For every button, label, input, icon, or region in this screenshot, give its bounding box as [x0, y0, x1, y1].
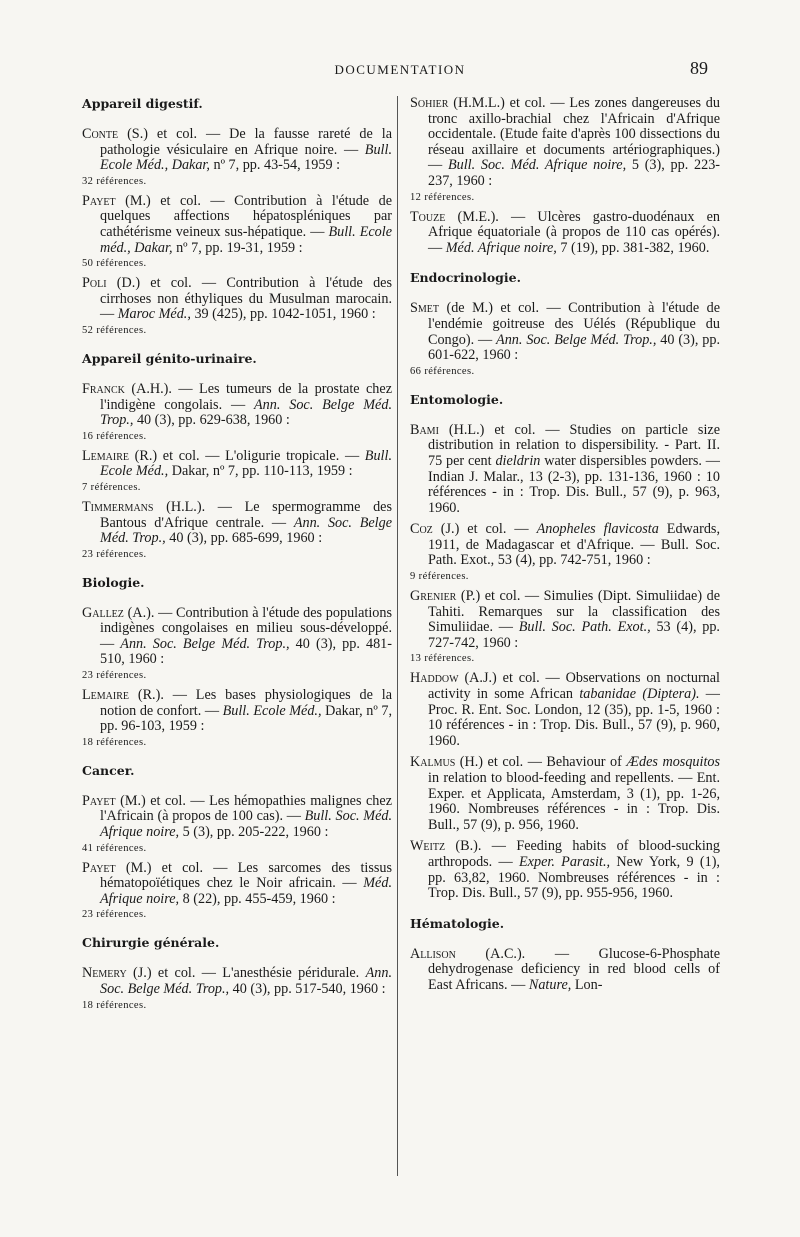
entry-details: 40 (3), pp. 517-540, 1960 :	[229, 981, 386, 997]
entry-details: Dakar, nº 7, pp. 96-103, 1959 :	[100, 702, 392, 735]
bibliography-section	[82, 96, 392, 337]
bibliography-section	[82, 351, 392, 561]
entry-details: 7 (19), pp. 381-382, 1960.	[556, 239, 710, 256]
entry-citation	[410, 755, 720, 833]
entry-author: Lemaire	[82, 687, 129, 704]
entry-details: 8 (22), pp. 455-459, 1960 :	[179, 890, 336, 907]
entry-journal: Méd. Afrique noire,	[100, 875, 392, 907]
entry-references: 23 références.	[82, 548, 147, 560]
entry-text: (M.) et col. — Les hémopathies malignes chez l'Africain (à propos de 100 cas). —	[100, 792, 392, 825]
entry-references: 66 références.	[410, 365, 475, 377]
entry-citation	[410, 423, 720, 517]
entry-details: 53 (4), pp. 727-742, 1960 :	[428, 619, 720, 651]
bibliography-section	[410, 96, 720, 256]
entry-journal: Bull. Ecole Méd.,	[100, 447, 392, 480]
entry-author: Smet	[410, 300, 439, 317]
entry-citation	[82, 127, 392, 174]
entry-details: New York, 9 (1), pp. 63,82, 1960. Nombreuses références - in : Trop. Dis. Bull., 57 (9), pp. 955-956, 1960.	[428, 853, 720, 902]
section-heading: Appareil génito-urinaire.	[82, 350, 257, 366]
entry-text: (H.M.L.) et col. — Les zones dangereuses du tronc axillo-brachial chez l'Africain d'Afrique occidentale. (Etude faite d'après 100 dissections du réseau axillaire et documents artériographiques.) —	[428, 95, 720, 174]
entry-citation	[410, 522, 720, 569]
entry-journal: Ann. Soc. Belge Méd. Trop.,	[100, 396, 392, 429]
entry-journal: Nature,	[528, 976, 572, 993]
entry-text: (B.). — Feeding habits of blood-sucking arthropods. —	[428, 838, 720, 870]
entry-citation	[82, 794, 392, 841]
entry-text: (S.) et col. — De la fausse rareté de la pathologie vésiculaire en Afrique noire. —	[100, 126, 392, 158]
entry-text: (H.L.) et col. — Studies on particle size distribution in relation to dispersibility. - Part. II. 75 per cent	[428, 421, 720, 469]
left-column	[82, 96, 392, 1026]
entry-details: Edwards, 1911, de Madagascar et d'Afrique. — Bull. Soc. Path. Exot., 53 (4), pp. 742-751, 1960 :	[428, 521, 720, 569]
entry-author: Poli	[82, 275, 107, 292]
entry-references: 18 références.	[82, 736, 147, 748]
entry-details: 40 (3), pp. 601-622, 1960 :	[428, 331, 721, 364]
entry-author: Kalmus	[410, 754, 456, 771]
entry-journal: Bull. Ecole méd., Dakar,	[100, 223, 392, 256]
entry-details: water dispersibles powders. — Indian J. Malar., 13 (2-3), pp. 131-136, 1960 : 10 références - in : Trop. Dis. Bull., 57 (9), p. 963, 1960.	[428, 452, 720, 516]
entry-citation	[82, 194, 392, 256]
bibliography-entry	[82, 688, 392, 749]
entry-details: nº 7, pp. 43-54, 1959 :	[209, 157, 341, 174]
entry-journal: Bull. Ecole Méd., Dakar,	[100, 141, 392, 174]
entry-author: Touze	[410, 208, 446, 225]
entry-details: 40 (3), pp. 685-699, 1960 :	[165, 530, 323, 547]
bibliography-entry	[82, 276, 392, 337]
entry-journal: dieldrin	[495, 452, 541, 469]
entry-text: (M.) et col. — Les sarcomes des tissus hématopoïétiques chez le Noir africain. —	[100, 859, 392, 892]
entry-citation	[410, 589, 720, 651]
entry-text: (D.) et col. — Contribution à l'étude des cirrhoses non éthyliques du Musulman marocain. —	[100, 275, 392, 323]
entry-citation	[82, 449, 392, 480]
entry-text: (R.) et col. — L'oligurie tropicale. —	[129, 447, 365, 464]
entry-details: 5 (3), pp. 223-237, 1960 :	[428, 157, 721, 189]
entry-references: 12 références.	[410, 191, 475, 203]
entry-text: (J.) et col. — L'anesthésie péridurale.	[126, 965, 366, 982]
bibliography-entry	[82, 861, 392, 922]
bibliography-entry	[410, 589, 720, 665]
section-heading: Biologie.	[82, 574, 145, 590]
entry-journal: Bull. Soc. Path. Exot.,	[518, 619, 651, 636]
entry-author: Grenier	[410, 588, 457, 605]
running-title: DOCUMENTATION	[334, 62, 466, 77]
entry-author: Payet	[82, 792, 116, 809]
entry-author: Lemaire	[82, 447, 129, 464]
entry-citation	[82, 966, 392, 997]
entry-details: in relation to blood-feeding and repellents. — Ent. Exper. et Applicata, Amsterdam, 3 (1), pp. 1-26, 1960. Nombreuses références - in : Trop. Dis. Bull., 57 (9), p. 956, 1960.	[428, 770, 720, 833]
entry-citation	[410, 96, 720, 190]
entry-references: 52 références.	[82, 324, 147, 336]
entry-journal: Méd. Afrique noire,	[445, 239, 557, 256]
column-divider	[397, 96, 398, 1176]
section-heading: Entomologie.	[410, 391, 504, 407]
entry-citation	[82, 382, 392, 429]
entry-text: (P.) et col. — Simulies (Dipt. Simuliidae) de Tahiti. Remarques sur la classification des Simuliidae. —	[428, 588, 720, 636]
entry-author: Haddow	[410, 670, 459, 687]
entry-details: Lon-	[571, 976, 603, 993]
entry-citation	[82, 500, 392, 547]
bibliography-entry	[82, 500, 392, 561]
entry-journal: Ædes mosquitos	[626, 754, 721, 771]
entry-journal: Maroc Méd.,	[117, 306, 191, 323]
entry-references: 32 références.	[82, 175, 147, 187]
bibliography-entry	[410, 671, 720, 749]
entry-text: (A.J.) et col. — Observations on nocturnal activity in some African	[428, 670, 720, 703]
bibliography-entry	[410, 96, 720, 204]
entry-citation	[410, 947, 720, 994]
entry-author: Weitz	[410, 838, 446, 855]
bibliography-entry	[410, 210, 720, 257]
entry-references: 7 références.	[82, 481, 141, 493]
entry-journal: Ann. Soc. Belge Méd. Trop.,	[100, 965, 392, 997]
entry-details: 39 (425), pp. 1042-1051, 1960 :	[190, 306, 376, 323]
entry-details: 40 (3), pp. 629-638, 1960 :	[133, 412, 290, 429]
bibliography-section	[410, 916, 720, 994]
entry-citation	[82, 606, 392, 668]
entry-details: — Proc. R. Ent. Soc. London, 12 (35), pp. 1-5, 1960 : 10 références - in : Trop. Dis. Bull., 57 (9), p. 960, 1960.	[428, 686, 720, 749]
bibliography-entry	[410, 839, 720, 901]
entry-text: (H.) et col. — Behaviour of	[455, 754, 627, 771]
page-header	[0, 58, 800, 82]
entry-author: Gallez	[82, 604, 124, 621]
section-heading: Hématologie.	[410, 915, 505, 931]
entry-author: Franck	[82, 380, 125, 397]
bibliography-entry	[82, 382, 392, 443]
entry-details: Dakar, nº 7, pp. 110-113, 1959 :	[168, 463, 353, 480]
bibliography-entry	[82, 449, 392, 494]
entry-journal: Bull. Ecole Méd.,	[222, 702, 322, 719]
bibliography-entry	[82, 606, 392, 682]
entry-citation	[410, 671, 720, 749]
entry-journal: Ann. Soc. Belge Méd. Trop.,	[496, 331, 657, 348]
entry-references: 41 références.	[82, 842, 147, 854]
entry-author: Sohier	[410, 95, 449, 111]
bibliography-entry	[82, 194, 392, 270]
entry-journal: Anopheles flavicosta	[536, 521, 659, 538]
right-column	[410, 96, 720, 1008]
entry-references: 18 références.	[82, 999, 147, 1011]
section-heading: Chirurgie générale.	[82, 935, 220, 951]
entry-journal: Exper. Parasit.,	[519, 853, 611, 870]
entry-text: (M.) et col. — Contribution à l'étude de quelques affections hépatospléniques par cathétérisme veineux sus-hépatique. —	[100, 192, 392, 240]
entry-text: (J.) et col. —	[432, 521, 537, 538]
entry-references: 50 références.	[82, 258, 147, 270]
entry-author: Bami	[410, 421, 439, 438]
bibliography-entry	[82, 127, 392, 188]
entry-text: (A.). — Contribution à l'étude des populations indigènes congolaises en milieu sous-développé. —	[100, 604, 392, 652]
entry-text: (H.L.). — Le spermogramme des Bantous d'Afrique centrale. —	[100, 498, 392, 531]
entry-citation	[410, 301, 720, 363]
bibliography-entry	[410, 755, 720, 833]
bibliography-entry	[410, 301, 720, 377]
bibliography-section	[82, 763, 392, 922]
entry-references: 16 références.	[82, 430, 147, 442]
entry-citation	[82, 688, 392, 735]
entry-citation	[410, 210, 720, 257]
entry-text: (R.). — Les bases physiologiques de la notion de confort. —	[100, 687, 392, 719]
entry-journal: Bull. Soc. Méd. Afrique noire,	[100, 808, 393, 841]
entry-journal: Ann. Soc. Belge Méd. Trop.,	[100, 514, 392, 547]
entry-text: (de M.) et col. — Contribution à l'étude de l'endémie goitreuse des Uélés (République du Congo). —	[428, 300, 720, 348]
bibliography-entry	[82, 794, 392, 855]
entry-author: Conte	[82, 126, 119, 142]
entry-details: nº 7, pp. 19-31, 1959 :	[172, 239, 303, 256]
bibliography-entry	[410, 423, 720, 517]
bibliography-section	[82, 575, 392, 749]
bibliography-entry	[410, 947, 720, 994]
bibliography-section	[410, 270, 720, 377]
entry-author: Payet	[82, 859, 116, 876]
entry-citation	[82, 276, 392, 323]
entry-author: Allison	[410, 945, 456, 962]
entry-journal: Ann. Soc. Belge Méd. Trop.,	[120, 635, 290, 652]
entry-author: Timmermans	[82, 498, 154, 515]
bibliography-entry	[82, 966, 392, 1011]
page-number: 89	[690, 58, 708, 78]
entry-references: 23 références.	[82, 909, 147, 921]
entry-references: 9 références.	[410, 571, 469, 583]
entry-details: 40 (3), pp. 481-510, 1960 :	[100, 635, 392, 668]
entry-text: (A.H.). — Les tumeurs de la prostate chez l'indigène congolais. —	[100, 380, 392, 413]
entry-journal: tabanidae (Diptera).	[579, 686, 700, 703]
bibliography-entry	[410, 522, 720, 583]
entry-journal: Bull. Soc. Méd. Afrique noire,	[447, 157, 627, 174]
section-heading: Cancer.	[82, 762, 135, 778]
entry-author: Nemery	[82, 965, 127, 982]
entry-text: (M.E.). — Ulcères gastro-duodénaux en Afrique équatoriale (à propos de 110 cas opérés). —	[428, 208, 720, 256]
entry-author: Coz	[410, 521, 433, 538]
entry-details: 5 (3), pp. 205-222, 1960 :	[179, 824, 329, 841]
entry-references: 13 références.	[410, 653, 475, 665]
entry-references: 23 références.	[82, 670, 147, 682]
entry-text: (A.C.). — Glucose-6-Phosphate dehydrogenase deficiency in red blood cells of East Africans. —	[428, 945, 720, 993]
bibliography-section	[82, 935, 392, 1011]
section-heading: Appareil digestif.	[82, 96, 203, 111]
bibliography-section	[410, 392, 720, 902]
section-heading: Endocrinologie.	[410, 270, 521, 286]
entry-citation	[82, 861, 392, 908]
entry-author: Payet	[82, 192, 116, 209]
entry-citation	[410, 839, 720, 901]
